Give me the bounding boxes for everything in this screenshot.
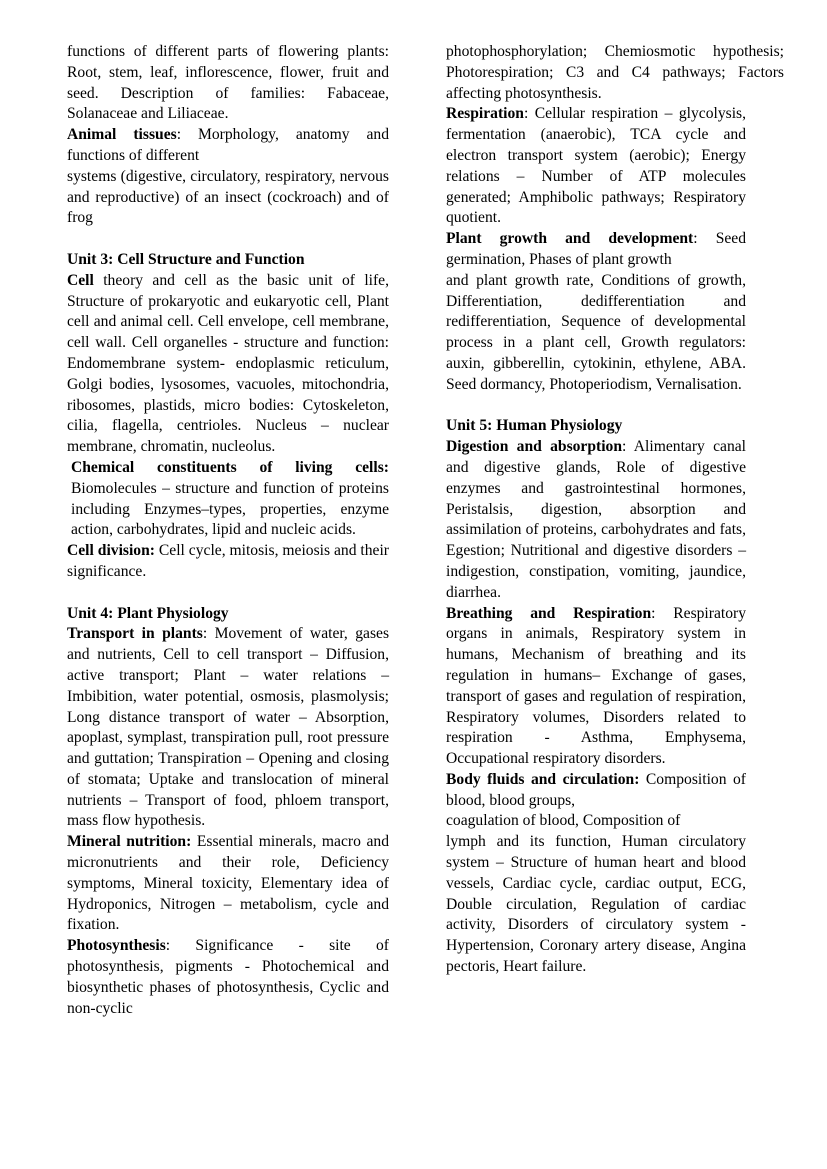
- breathing-heading: Breathing and Respiration: [446, 604, 652, 622]
- cell-heading: Cell: [67, 271, 94, 289]
- plant-growth-paragraph-cont: and plant growth rate, Conditions of growth, Differentiation, dedifferentiation and redifferentiation, Sequence of developmental process in a plant cell, Growth regulators: auxin, gibberellin, cytokinin, ethylene, ABA. Seed dormancy, Photoperiodism, Vernalisation.: [446, 271, 746, 393]
- body-fluids-line-3: lymph and its function, Human circulatory system – Structure of human heart and blood vessels, Cardiac cycle, cardiac output, ECG, Double circulation, Regulation of cardiac activity, Disorders of circulatory system - Hypertension, Coronary artery disease, Angina pectoris, Heart failure.: [446, 833, 746, 976]
- plant-growth-paragraph: Plant growth and development: Seed germination, Phases of plant growth: [446, 230, 747, 268]
- transport-in-plants-paragraph: Transport in plants: Movement of water, gases and nutrients, Cell to cell transport – Diffusion, active transport; Plant – water relations – Imbibition, water potential, osmosis, plasmolysis; Long distance transport of water – Absorption, apoplast, symplast, transpiration pull, root pressure and guttation; Transpiration – Opening and closing of stomata; Uptake and translocation of mineral nutrients – Transport of food, phloem transport, mass flow hypothesis.: [67, 625, 390, 830]
- body-fluids-paragraph: Body fluids and circulation: Composition of blood, blood groups,: [446, 770, 746, 809]
- mineral-nutrition-heading: Mineral nutrition:: [67, 833, 192, 851]
- unit-5-title: Unit 5: Human Physiology: [446, 417, 623, 435]
- left-column: [67, 42, 389, 1019]
- respiration-heading: Respiration: [446, 105, 524, 123]
- transport-in-plants-heading: Transport in plants: [67, 625, 203, 643]
- animal-tissues-heading: Animal tissues: [67, 126, 177, 144]
- digestion-paragraph: Digestion and absorption: Alimentary canal and digestive glands, Role of digestive enzymes and gastrointestinal hormones, Peristalsis, digestion, absorption and assimilation of proteins, carbohydrates and fats, Egestion; Nutritional and digestive disorders – indigestion, constipation, vomiting, jaundice, diarrhea.: [446, 438, 746, 601]
- photosynthesis-heading: Photosynthesis: [67, 937, 166, 955]
- plant-growth-heading: Plant growth and development: [446, 230, 694, 248]
- digestion-heading: Digestion and absorption: [446, 438, 623, 456]
- cell-paragraph: Cell theory and cell as the basic unit of life, Structure of prokaryotic and eukaryotic cell, Plant cell and animal cell. Cell envelope, cell membrane, cell wall. Cell organelles - structure and function: Endomembrane system- endoplasmic reticulum, Golgi bodies, lysosomes, vacuoles, mitochondria, ribosomes, plastids, micro bodies: Cytoskeleton, cilia, flagella, centrioles. Nucleus – nuclear membrane, chromatin, nucleolus.: [67, 271, 389, 456]
- right-column: [446, 42, 784, 978]
- unit-3-title: Unit 3: Cell Structure and Function: [67, 250, 305, 268]
- animal-tissues-paragraph: Animal tissues: Morphology, anatomy and functions of different: [67, 126, 390, 164]
- breathing-paragraph: Breathing and Respiration: Respiratory organs in animals, Respiratory system in humans, Mechanism of breathing and its regulation in humans– Exchange of gases, transport of gases and regulation of respiration, Respiratory volumes, Disorders related to respiration - Asthma, Emphysema, Occupational respiratory disorders.: [446, 604, 746, 768]
- chemical-constituents-heading: Chemical constituents of living cells:: [71, 458, 389, 476]
- photosynthesis-paragraph: Photosynthesis: Significance - site of photosynthesis, pigments - Photochemical and biosynthetic phases of photosynthesis, Cyclic and non-cyclic: [67, 937, 389, 1017]
- animal-tissues-paragraph-cont: systems (digestive, circulatory, respiratory, nervous and reproductive) of an insect (cockroach) and of frog: [67, 167, 389, 227]
- body-fluids-line-2: coagulation of blood, Composition of: [446, 812, 681, 830]
- respiration-paragraph: Respiration: Cellular respiration – glycolysis, fermentation (anaerobic), TCA cycle and electron transport system (aerobic); Energy relations – Number of ATP molecules generated; Amphibolic pathways; Respiratory quotient.: [446, 105, 746, 227]
- unit-4-title: Unit 4: Plant Physiology: [67, 604, 229, 622]
- photosynthesis-continuation: photophosphorylation; Chemiosmotic hypothesis; Photorespiration; C3 and C4 pathways; Factors affecting photosynthesis.: [446, 43, 784, 102]
- chemical-constituents-paragraph: Chemical constituents of living cells: Biomolecules – structure and function of proteins including Enzymes–types, properties, enzyme action, carbohydrates, lipid and nucleic acids.: [71, 458, 389, 539]
- cell-division-paragraph: Cell division: Cell cycle, mitosis, meiosis and their significance.: [67, 542, 389, 580]
- body-fluids-heading: Body fluids and circulation:: [446, 770, 640, 788]
- cell-division-heading: Cell division:: [67, 542, 155, 560]
- mineral-nutrition-paragraph: Mineral nutrition: Essential minerals, macro and micronutrients and their role, Deficiency symptoms, Mineral toxicity, Elementary idea of Hydroponics, Nitrogen – metabolism, cycle and fixation.: [67, 833, 389, 934]
- plant-morphology-continuation: functions of different parts of flowering plants: Root, stem, leaf, inflorescence, flower, fruit and seed. Description of families: Fabaceae, Solanaceae and Liliaceae.: [67, 43, 389, 123]
